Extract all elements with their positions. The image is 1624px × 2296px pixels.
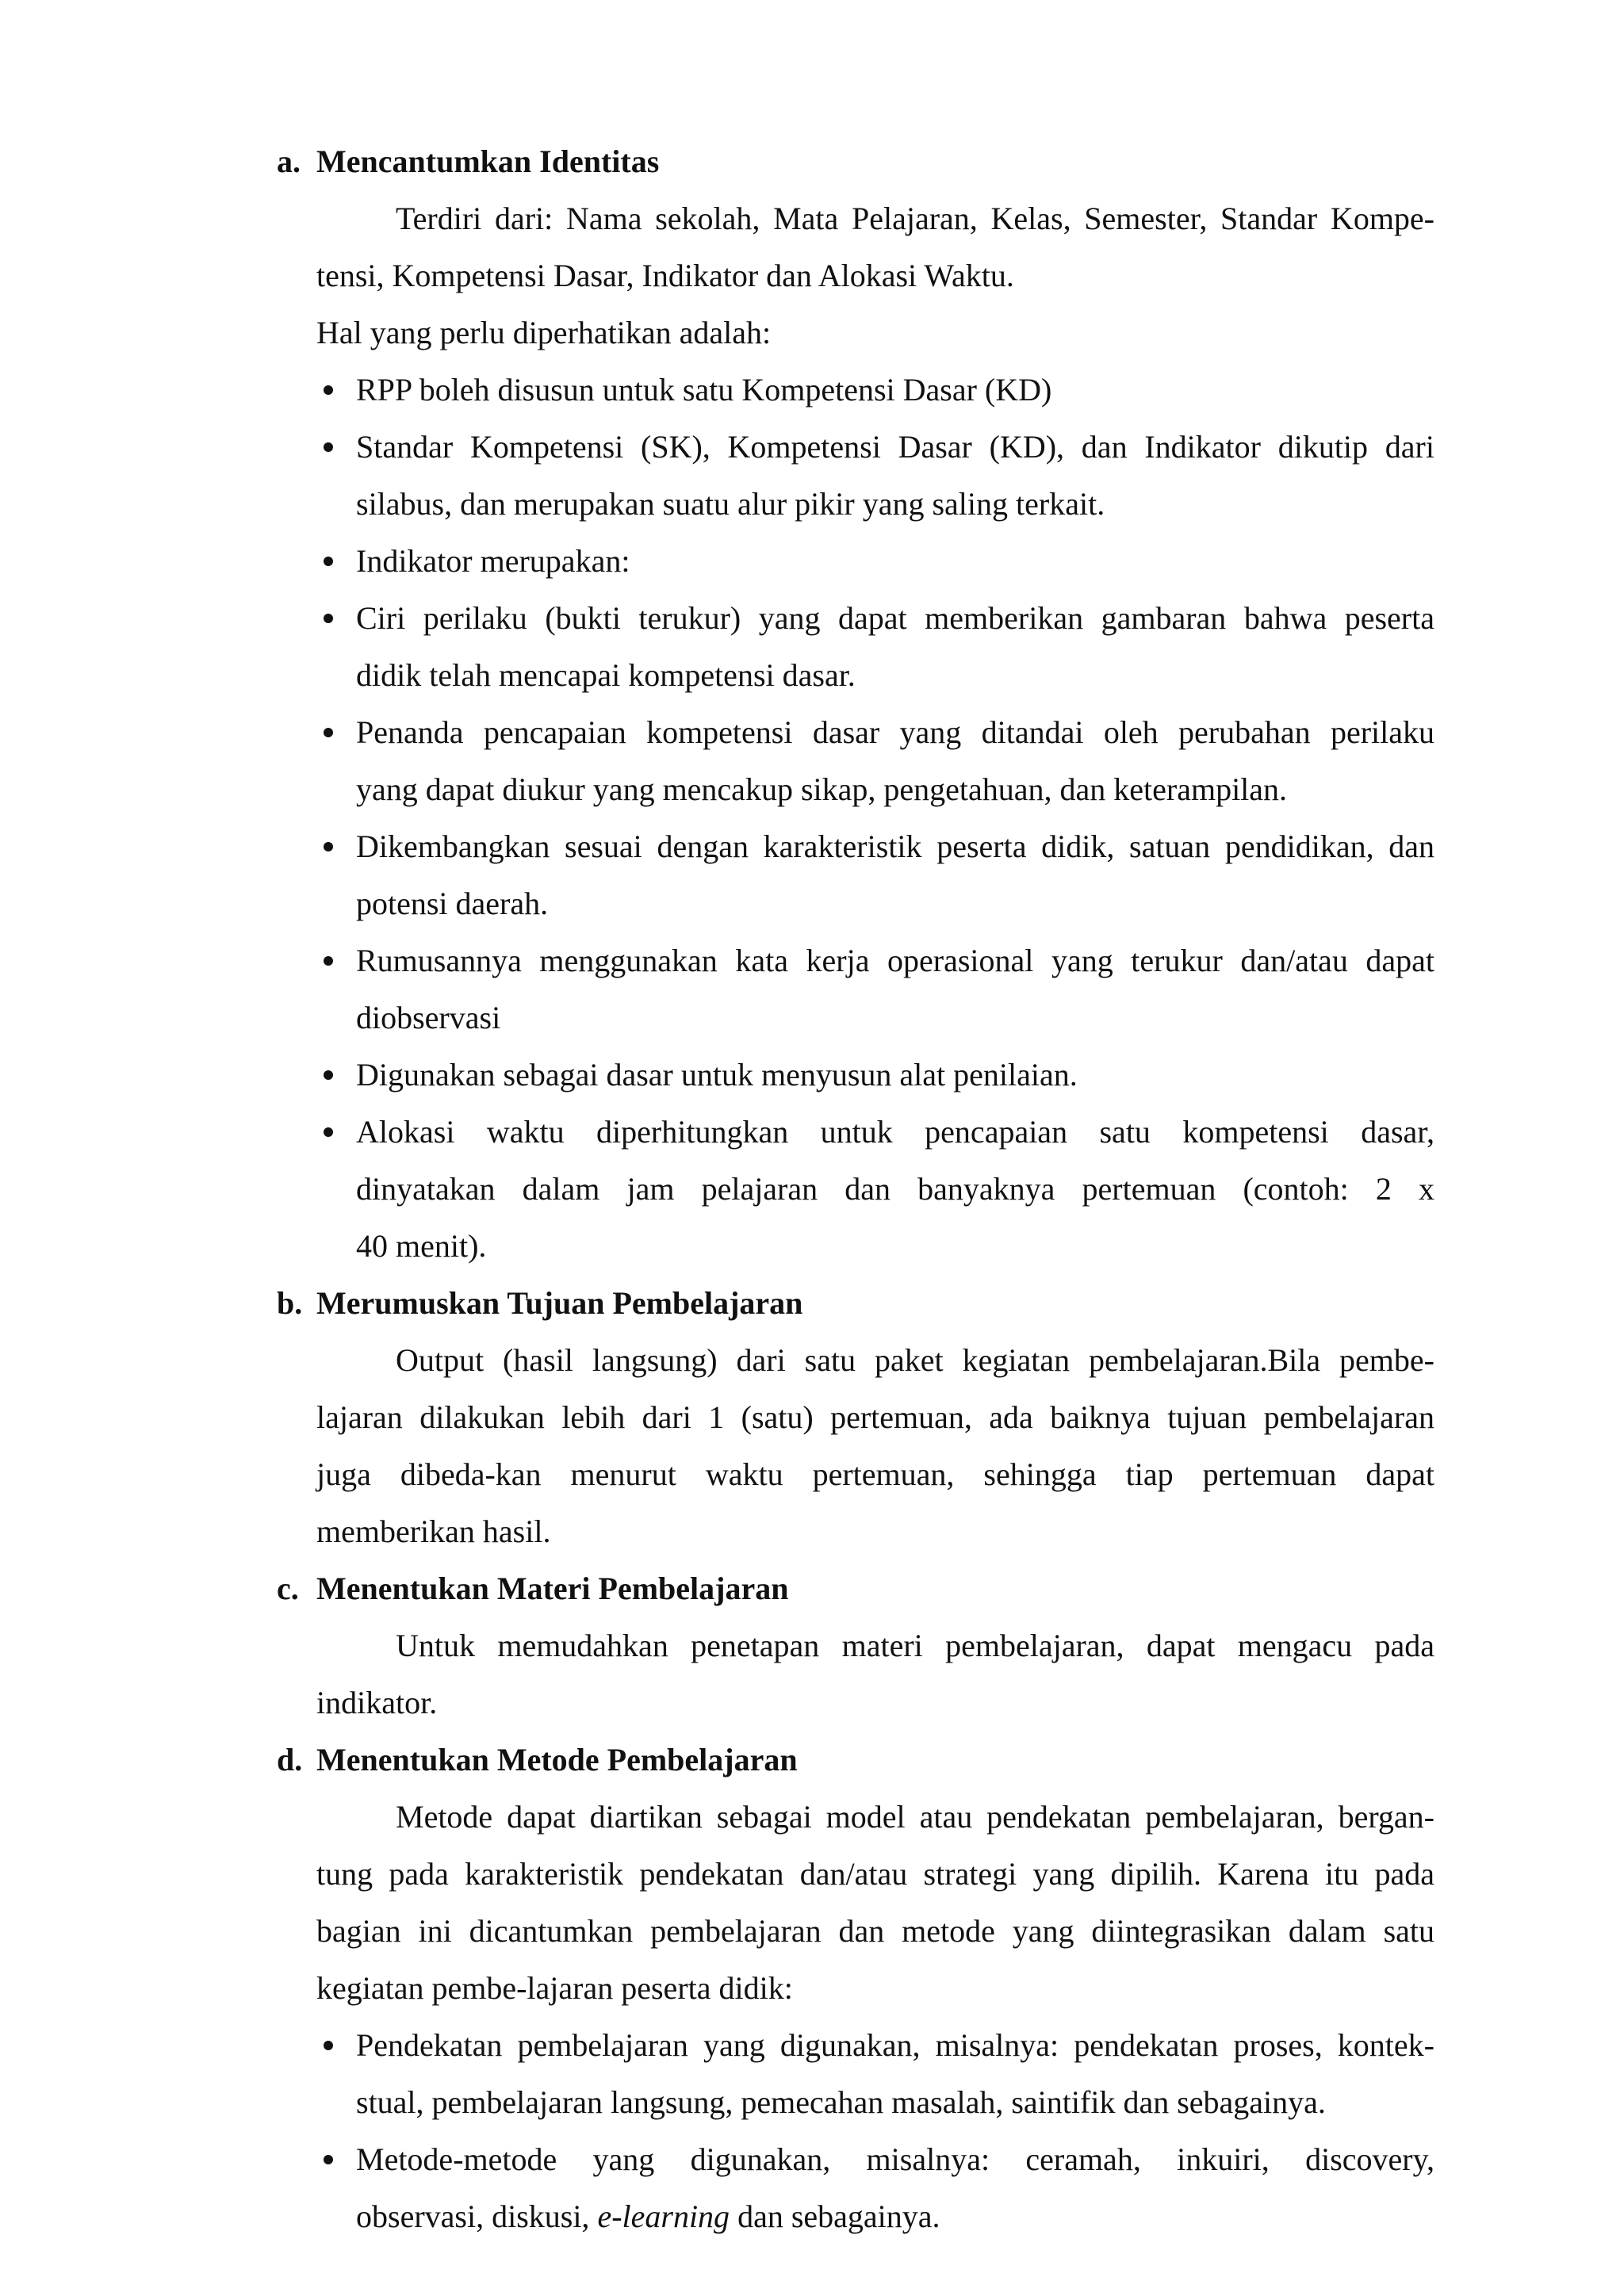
bullet-continuation: silabus, dan merupakan suatu alur pikir yang saling terkait. <box>356 486 1105 522</box>
section-c-heading <box>277 1560 1434 1617</box>
bullet-item <box>277 1047 1434 1104</box>
bullet-continuation: stual, pembelajaran langsung, pemecahan masalah, saintifik dan sebagainya. <box>356 2084 1326 2120</box>
bullet-continuation: potensi daerah. <box>356 886 549 921</box>
section-d-letter: d. <box>277 1742 303 1777</box>
paragraph-line: kegiatan pembe-lajaran peserta didik: <box>316 1970 793 2006</box>
bullet-dot-icon <box>324 728 333 737</box>
bullet-dot-icon <box>324 1127 333 1137</box>
bullet-continuation <box>277 2188 1434 2245</box>
paragraph-line: tensi, Kompetensi Dasar, Indikator dan Alokasi Waktu. <box>316 258 1014 293</box>
section-a-heading <box>277 133 1434 190</box>
bullet-continuation: 40 menit). <box>356 1228 487 1264</box>
bullet-dot-icon <box>324 842 333 851</box>
section-c-title: Menentukan Materi Pembelajaran <box>316 1571 789 1606</box>
bullet-continuation: yang dapat diukur yang mencakup sikap, pengetahuan, dan keterampilan. <box>356 771 1288 807</box>
paragraph-line: bagian ini dicantumkan pembelajaran dan metode yang diintegrasikan dalam satu <box>316 1913 1434 1949</box>
bullet-dot-icon <box>324 442 333 452</box>
bullet-text: RPP boleh disusun untuk satu Kompetensi Dasar (KD) <box>356 372 1052 408</box>
paragraph-line: Untuk memudahkan penetapan materi pembelajaran, dapat mengacu pada <box>396 1628 1434 1663</box>
bullet-text: Penanda pencapaian kompetensi dasar yang ditandai oleh perubahan perilaku <box>356 714 1434 750</box>
document-page <box>277 133 1434 2245</box>
bullet-text: Digunakan sebagai dasar untuk menyusun alat penilaian. <box>356 1057 1078 1093</box>
bullet-item <box>277 818 1434 875</box>
bullet-text: Metode-metode yang digunakan, misalnya: ceramah, inkuiri, discovery, <box>356 2141 1434 2177</box>
paragraph-line: juga dibeda-kan menurut waktu pertemuan, sehingga tiap pertemuan dapat <box>316 1456 1434 1492</box>
bullet-text: Standar Kompetensi (SK), Kompetensi Dasar (KD), dan Indikator dikutip dari <box>356 429 1434 465</box>
bullet-continuation: dinyatakan dalam jam pelajaran dan banyaknya pertemuan (contoh: 2 x <box>356 1171 1434 1207</box>
bullet-dot-icon <box>324 1070 333 1080</box>
bullet-dot-icon <box>324 2041 333 2050</box>
bullet-text: Rumusannya menggunakan kata kerja operasional yang terukur dan/atau dapat <box>356 943 1434 978</box>
bullet-item <box>277 932 1434 989</box>
paragraph-line: Terdiri dari: Nama sekolah, Mata Pelajaran, Kelas, Semester, Standar Kompe- <box>396 201 1434 236</box>
section-d-title: Menentukan Metode Pembelajaran <box>316 1742 798 1777</box>
bullet-item <box>277 2017 1434 2074</box>
section-a-title: Mencantumkan Identitas <box>316 144 660 179</box>
bullet-text: Pendekatan pembelajaran yang digunakan, misalnya: pendekatan proses, kontek- <box>356 2027 1434 2063</box>
bullet-dot-icon <box>324 614 333 623</box>
bullet-dot-icon <box>324 2155 333 2164</box>
section-b-letter: b. <box>277 1285 303 1321</box>
bullet-dot-icon <box>324 385 333 395</box>
paragraph-line: lajaran dilakukan lebih dari 1 (satu) pertemuan, ada baiknya tujuan pembelajaran <box>316 1399 1434 1435</box>
bullet-continuation: didik telah mencapai kompetensi dasar. <box>356 657 856 693</box>
paragraph-line: Output (hasil langsung) dari satu paket kegiatan pembelajaran.Bila pembe- <box>396 1342 1434 1378</box>
bullet-text: Ciri perilaku (bukti terukur) yang dapat memberikan gambaran bahwa peserta <box>356 600 1434 636</box>
bullet-item <box>277 590 1434 647</box>
section-a-letter: a. <box>277 144 301 179</box>
bullet-item <box>277 704 1434 761</box>
paragraph-line: tung pada karakteristik pendekatan dan/atau strategi yang dipilih. Karena itu pada <box>316 1856 1434 1892</box>
section-b-heading <box>277 1275 1434 1332</box>
bullet-text: observasi, diskusi, <box>356 2198 598 2234</box>
italic-term: e-learning <box>597 2198 730 2234</box>
bullet-dot-icon <box>324 956 333 966</box>
bullet-item <box>277 362 1434 419</box>
note-line: Hal yang perlu diperhatikan adalah: <box>316 315 772 350</box>
bullet-item <box>277 1104 1434 1161</box>
section-c-letter: c. <box>277 1571 299 1606</box>
bullet-text: dan sebagainya. <box>730 2198 940 2234</box>
bullet-continuation: diobservasi <box>356 1000 501 1035</box>
paragraph-line: memberikan hasil. <box>316 1513 551 1549</box>
paragraph-line: indikator. <box>316 1685 438 1720</box>
bullet-text: Alokasi waktu diperhitungkan untuk pencapaian satu kompetensi dasar, <box>356 1114 1434 1150</box>
paragraph-line: Metode dapat diartikan sebagai model atau pendekatan pembelajaran, bergan- <box>396 1799 1434 1835</box>
bullet-text: Indikator merupakan: <box>356 543 630 579</box>
bullet-item <box>277 2131 1434 2188</box>
section-d-heading <box>277 1732 1434 1789</box>
bullet-text: Dikembangkan sesuai dengan karakteristik peserta didik, satuan pendidikan, dan <box>356 828 1434 864</box>
section-b-title: Merumuskan Tujuan Pembelajaran <box>316 1285 803 1321</box>
bullet-dot-icon <box>324 557 333 566</box>
bullet-item <box>277 533 1434 590</box>
bullet-item <box>277 419 1434 476</box>
